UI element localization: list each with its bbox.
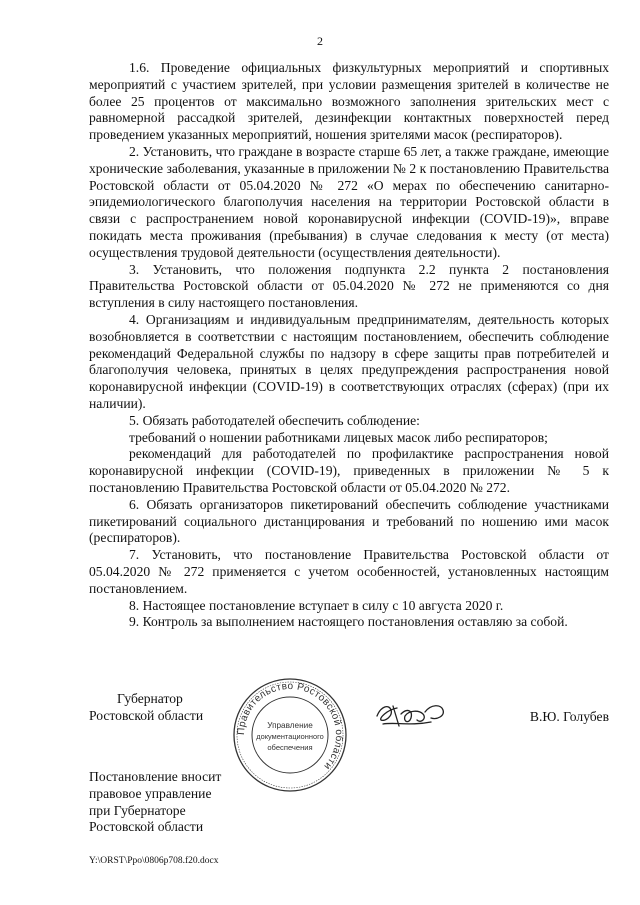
signer-title-line-2: Ростовской области	[89, 708, 204, 723]
signer-name: В.Ю. Голубев	[529, 709, 609, 724]
paragraph-5-item-2: рекомендаций для работодателей по профилактике распространения новой коронавирусной инфекции (COVID-19), приведенных в приложении № 5 к постановлению Правительства Ростовской области от 05.04.2020 № 272.	[89, 446, 609, 495]
submitted-by-line-2: правовое управление	[89, 785, 212, 801]
seal-center-line-1: Управление	[267, 721, 313, 730]
seal-center-line-2: документационного	[256, 732, 324, 741]
seal-center-line-3: обеспечения	[267, 743, 313, 752]
submitted-by-block	[89, 769, 221, 836]
submitted-by-line-3: при Губернаторе	[89, 802, 186, 818]
page-number: 2	[317, 34, 323, 48]
paragraph-5-item-1: требований о ношении работниками лицевых масок либо респираторов;	[129, 429, 548, 445]
submitted-by-line-4: Ростовской области	[89, 819, 204, 835]
submitted-by-line-1: Постановление вносит	[89, 769, 222, 784]
official-seal-stamp	[231, 676, 349, 794]
paragraph-9: 9. Контроль за выполнением настоящего постановления оставляю за собой.	[129, 614, 568, 630]
handwritten-signature	[371, 696, 451, 736]
signer-title-line-1: Губернатор	[117, 691, 183, 706]
paragraph-8: 8. Настоящее постановление вступает в силу с 10 августа 2020 г.	[129, 597, 504, 613]
seal-ring-text: Правительство Ростовской области	[235, 680, 345, 772]
document-body	[89, 60, 609, 631]
paragraph-7: 7. Установить, что постановление Правительства Ростовской области от 05.04.2020 № 272 применяется с учетом особенностей, установленных настоящим постановлением.	[89, 547, 609, 596]
signature-block	[89, 680, 609, 780]
paragraph-5: 5. Обязать работодателей обеспечить соблюдение:	[129, 412, 420, 428]
file-path-footer: Y:\ORST\Ppo\0806p708.f20.docx	[89, 856, 219, 866]
paragraph-1-6: 1.6. Проведение официальных физкультурных мероприятий и спортивных мероприятий с участием зрителей, при условии размещения зрителей в количестве не более 25 процентов от максимально возможного заполнения зрительских мест с равномерной рассадкой зрителей, дезинфекции контактных поверхностей перед проведением указанных мероприятий, ношения зрителями масок (респираторов).	[89, 60, 609, 143]
paragraph-2: 2. Установить, что граждане в возрасте старше 65 лет, а также граждане, имеющие хронические заболевания, указанные в приложении № 2 к постановлению Правительства Ростовской области от 05.04.2020 № 272 «О мерах по обеспечению санитарно-эпидемиологического благополучия населения на территории Ростовской области в связи с распространением новой коронавирусной инфекции (COVID-19)», вправе покидать места проживания (пребывания) в случае следования к месту (от места) осуществления трудовой деятельности (осуществления деятельности).	[89, 143, 609, 260]
paragraph-4: 4. Организациям и индивидуальным предпринимателям, деятельность которых возобновляется в соответствии с настоящим постановлением, обеспечить соблюдение рекомендаций Федеральной службы по надзору в сфере защиты прав потребителей и благополучия человека, принятых в целях предупреждения распространения новой коронавирусной инфекции (COVID-19) в соответствующих отраслях (сферах) (при их наличии).	[89, 311, 609, 411]
paragraph-3: 3. Установить, что положения подпункта 2.2 пункта 2 постановления Правительства Ростовской области от 05.04.2020 № 272 не применяются со дня вступления в силу настоящего постановления.	[89, 261, 609, 311]
signer-title	[89, 690, 203, 724]
paragraph-6: 6. Обязать организаторов пикетирований обеспечить соблюдение участниками пикетирований социального дистанцирования и требований по ношению ими масок (респираторов).	[89, 496, 609, 546]
